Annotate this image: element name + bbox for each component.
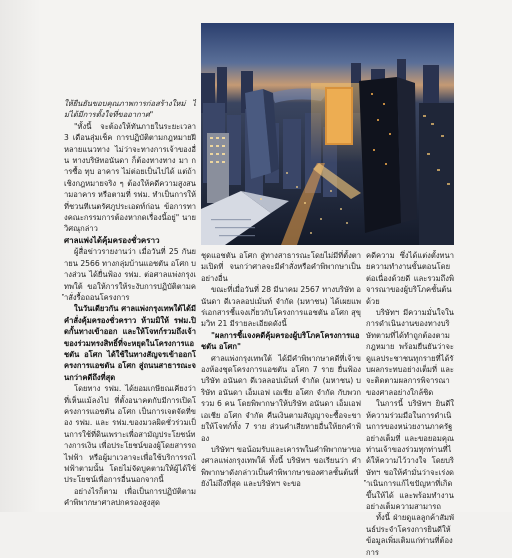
paragraph-continuation: ชุดแอชตัน อโศก สู่ทางสาธารณะโดยไม่มีที่ตั้งตามเปิดที่ จนกว่าศาลจะมีคำสั่งหรือคำพิพากษาเป็นอย่างอื่น bbox=[201, 251, 361, 283]
paragraph: บริษัทฯ มีความมั่นใจในการดำเนินงานของทางบริษัทตามที่ได้ทำถูกต้องตามกฎหมาย พร้อมยืนยันว่าจะดูแลประชาชนทุกรายที่ได้รับผลกระทบอย่างเต็มที่ และจะติดตามผลการพิจารณาของศาลอย่างใกล้ชิด bbox=[366, 308, 454, 397]
paragraph-continuation: ให้ยืนยันขอบคุณภาพการก่อสร้างใหม่ ไม่ได้มีการตั้งใจที่ขออากาศ" bbox=[64, 99, 196, 120]
paragraph: "ทั้งนี้ จะต้องให้ทันภายในระยะเวลา 3 เดือนสุ่มเช็ค การปฏิบัติตามกฎหมายฝีหลายแนวทาง ไม่ว่าจะทางการเจ้าของอื่น ทางบริษัทอนันดา ก็ต้องทางทาง มา การซื้อ ทุบ อาคาร ไม่ต่อยเป็นไปได้ แต่ถ้าเชิงกฎหมายจริง ๆ ต้องให้คดีความสูงสนามอาคาร หรือตามที่ รฟม. ทำเป็นการให้ที่ชวนทีเนตรัศภูประเอดท์ก่อน ข้อการทางคณะกรรมการต้องหากดเรื่องนี้อยู่" นายวิศณุกล่าว bbox=[64, 121, 197, 234]
paragraph-continuation: คดีความ ซึ่งได้แต่งตั้งทนายความทำงานขั้นตอนโดยต่อเนื่องด้วยดี และรวมถึงพิจารณาของผู้บริโภคชั้นต้นด้วย bbox=[366, 251, 454, 306]
article-column-middle bbox=[201, 250, 361, 512]
paragraph: อย่างไรก็ตาม เพื่อเป็นการปฏิบัติตามคำพิพากษาศาลปกครองสูงสุด bbox=[64, 486, 196, 508]
article-column-right bbox=[366, 250, 454, 557]
paragraph: ทั้งนี้ ฝ่ายดูแลลูกค้าสัมพันธ์ประจำโครงการยินดีให้ข้อมูลเพิ่มเติมแก่ท่านที่ต้องการ bbox=[366, 513, 454, 557]
paragraph: โดยทาง รฟม. ได้ยอมเกษียณเคียงว่าที่เห็นแม้ลงไป ที่ตั้งอนาคตกับมีการเปิดโครงการแอชตัน อโศก เป็นการเจตจัดที่ของ รฟม. และ รฟม.ของมวลผิดชั่วร่วมเป็นการใช้ที่ดินเพราะเพื่อสามัญประโยชน์ทางการเงิน เพื่อประโยชน์ของผู้โดยสารรถไฟฟ้า หรือผู้มาเวลาจะเพื่อใช้บริการรถไฟฟ้าตามนั้น โดยไม่จัดบูคตามให้ผู้ได้ใช้ประโยชน์เพื่อการอื่นนอกจากนี้ bbox=[64, 384, 196, 485]
paragraph: ขณะที่เมื่อวันที่ 28 มีนาคม 2567 ทางบริษัท อนันดา ดีเวลลอปเม้นท์ จำกัด (มหาชน) ได้เผยแพร่เอกสารชี้แจงเกี่ยวกับโครงการแอชตัน อโศก สุขุมวิท 21 มีรายละเอียดดังนี้ bbox=[201, 285, 361, 329]
paragraph: ศาลแพ่งกรุงเทพใต้ ได้มีคำพิพากษาคดีที่เจ้าของห้องชุดโครงการแอชตัน อโศก 7 ราย ยื่นฟ้อง บริษัท อนันดา ดีเวลลอปเม้นท์ จำกัด (มหาชน) บริษัท อนันดา เอ็มเอฟ เอเชีย อโศก จำกัด กับพวกรวม 6 คน โดยพิพากษาให้บริษัท อนันดา เอ็มเอฟ เอเชีย อโศก จำกัด คืนเงินตามสัญญาจะซื้อจะขายให้โจทก์ทั้ง 7 ราย ส่วนคำเสียหายอื่นให้ยกคำฟ้อง bbox=[201, 353, 361, 443]
article-column-left bbox=[64, 98, 196, 512]
paragraph: ในการนี้ บริษัทฯ ยินดีให้ความร่วมมือในการดำเนินการของหน่วยงานภาครัฐอย่างเต็มที่ และขอยอมคุณท่านเจ้าของร่วมทุกท่านที่ได้ให้ความไว้วางใจ โดยบริษัทฯ ขอให้คำมั่นว่าจะเร่งดำเนินการแก้ไขปัญหาที่เกิดขึ้นให้ได้ และพร้อมทำงานอย่างเต็มความสามารถ bbox=[366, 399, 454, 511]
paragraph-bold: ในวันเดียวกัน ศาลแพ่งกรุงเทพใต้ได้มีคำสั่งคุ้มครองชั่วคราว ห้ามมิให้ รฟม.ปิดกั้นทางเข้าออก และให้โจทก์รวมถึงเจ้าของร่วมทรงสิทธิ์ที่จะหยุดในโครงการแอชตัน อโศก ได้ใช้ในทางสัญจรเข้าออกโครงการแอชตัน อโศก สู่ถนนสาธารณะจนกว่าคดีถึงที่สุด bbox=[64, 304, 196, 382]
paragraph: ผู้สื่อข่าวรายงานว่า เมื่อวันที่ 25 กันยายน 2566 ทางกลุ่มบ้านแอชตัน อโศก บางส่วน ได้ยื่นฟ้อง รฟม. ต่อศาลแพ่งกรุงเทพใต้ ขอให้การให้ระงับการปฏิบัติตามคำสั่งรื้อถอนโครงการ bbox=[64, 247, 197, 302]
paragraph: บริษัทฯ ขอน้อมรับและเคารพในคำพิพากษาของศาลแพ่งกรุงเทพใต้ ทั้งนี้ บริษัทฯ ขอเรียนว่า คำพิพากษาดังกล่าวเป็นคำพิพากษาของศาลชั้นต้นที่ยังไม่ถึงที่สุด และบริษัทฯ จะขอ bbox=[201, 444, 361, 489]
city-night-photo bbox=[201, 23, 454, 245]
section-heading: ศาลแพ่งได้คุ้มครองชั่วคราว bbox=[64, 235, 160, 245]
quote-heading: "ผลการชี้แจงคดีคุ้มครองผู้บริโภคโครงการแอชตัน อโศก" bbox=[201, 330, 360, 352]
